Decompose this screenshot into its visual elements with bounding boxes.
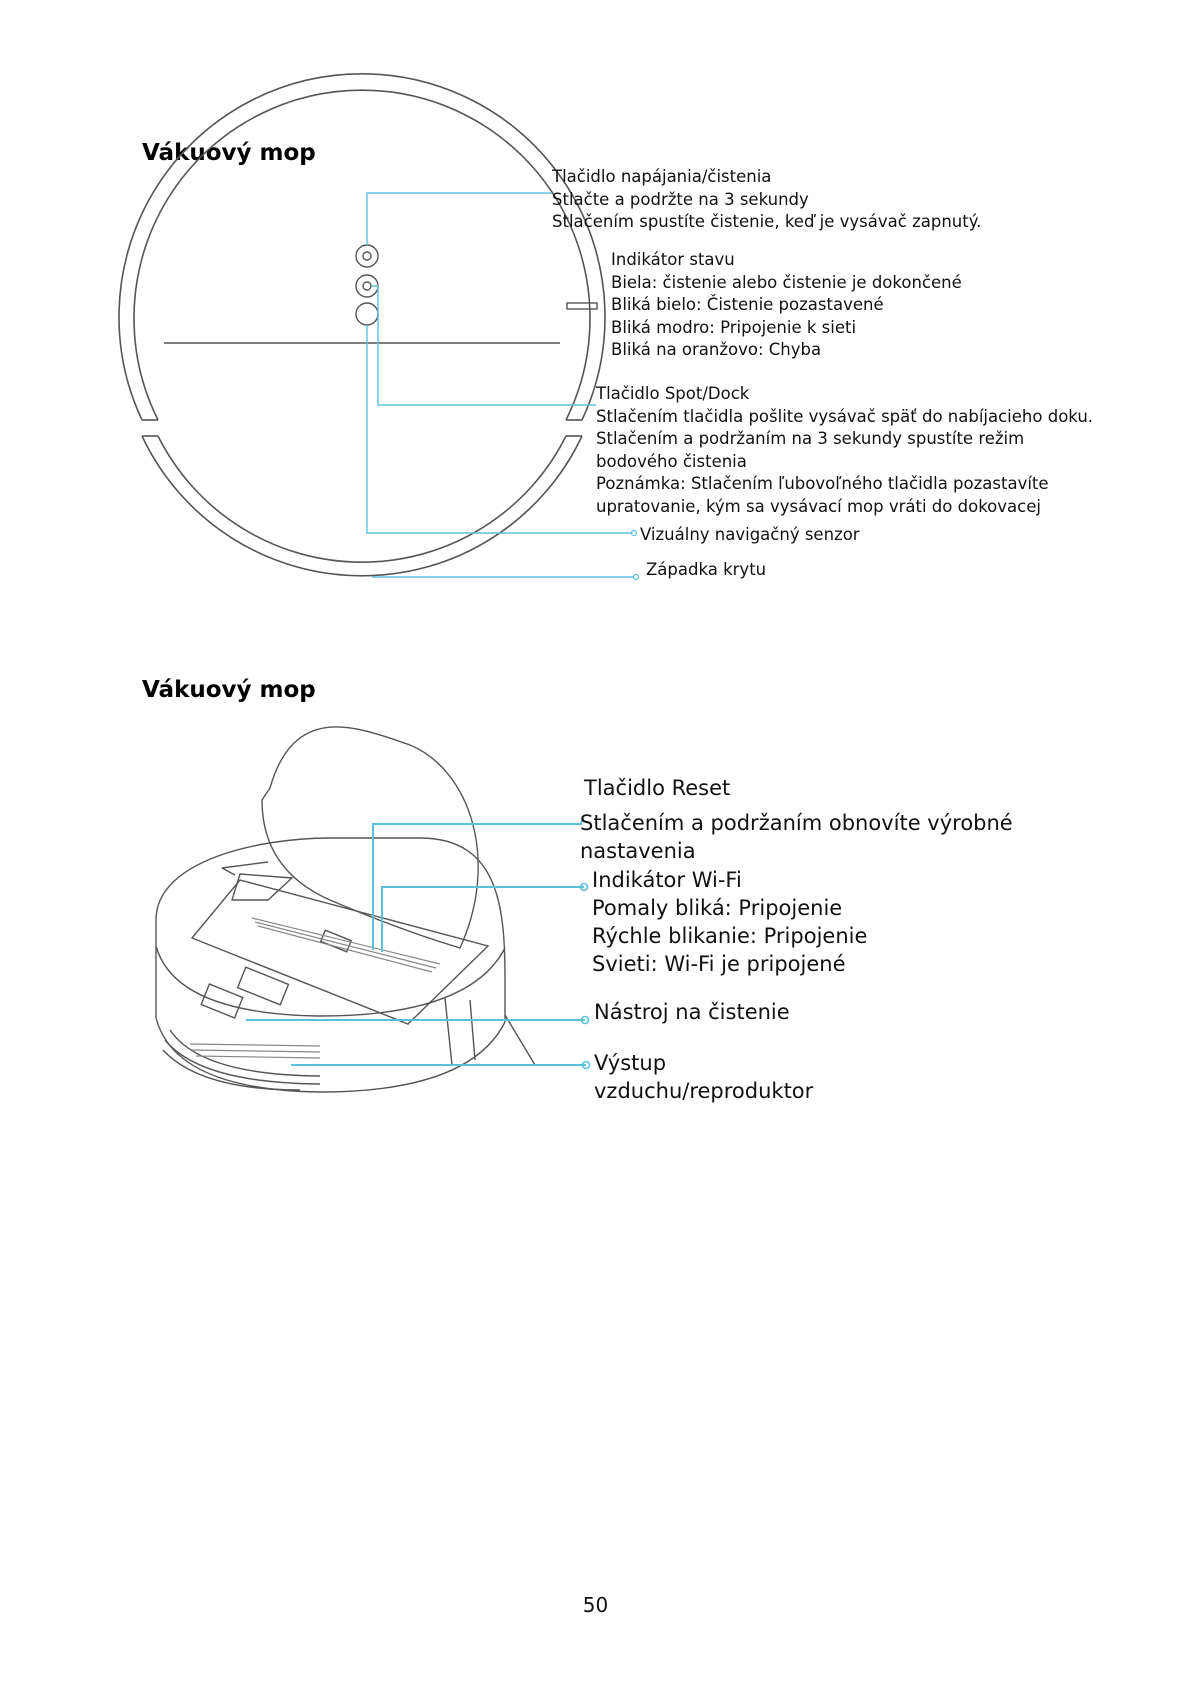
callout-wifi-indicator: Indikátor Wi-Fi Pomaly bliká: Pripojenie Rýchle blikanie: Pripojenie Svieti: Wi-Fi je pripojené [592, 868, 868, 976]
callout-spot-dock-button: Tlačidlo Spot/Dock Stlačením tlačidla pošlite vysávač späť do nabíjacieho doku. Stlačením a podržaním na 3 sekundy spustíte režim bodového čistenia Poznámka: Stlačením ľubovoľného tlačidla pozastavíte upratovanie, kým sa vysávací mop vráti do dokovacej [596, 384, 1094, 516]
callout-cover-latch: Západka krytu [646, 560, 767, 579]
page-number: 50 [582, 1593, 609, 1617]
section-2-title: Vákuový mop [142, 677, 316, 703]
callout-air-outlet-speaker: Výstup vzduchu/reproduktor [594, 1051, 814, 1103]
air-vent-lines [190, 918, 440, 1058]
callout-cleaning-tool: Nástroj na čistenie [594, 1000, 790, 1024]
callout-visual-nav-sensor: Vizuálny navigačný senzor [640, 525, 860, 544]
callout-status-indicator: Indikátor stavu Biela: čistenie alebo čistenie je dokončené Bliká bielo: Čistenie pozastavené Bliká modro: Pripojenie k sieti Bliká na oranžovo: Chyba [611, 250, 962, 359]
callout-power-button: Tlačidlo napájania/čistenia Stlačte a podržte na 3 sekundy Stlačením spustíte čistenie, keď je vysávač zapnutý. [552, 167, 982, 231]
callout-reset-button: Tlačidlo Reset [584, 776, 731, 800]
callout-lines-bottom [246, 816, 586, 1065]
section-1-title: Vákuový mop [142, 140, 316, 166]
callout-reset-description: Stlačením a podržaním obnovíte výrobné nastavenia [580, 811, 1013, 863]
